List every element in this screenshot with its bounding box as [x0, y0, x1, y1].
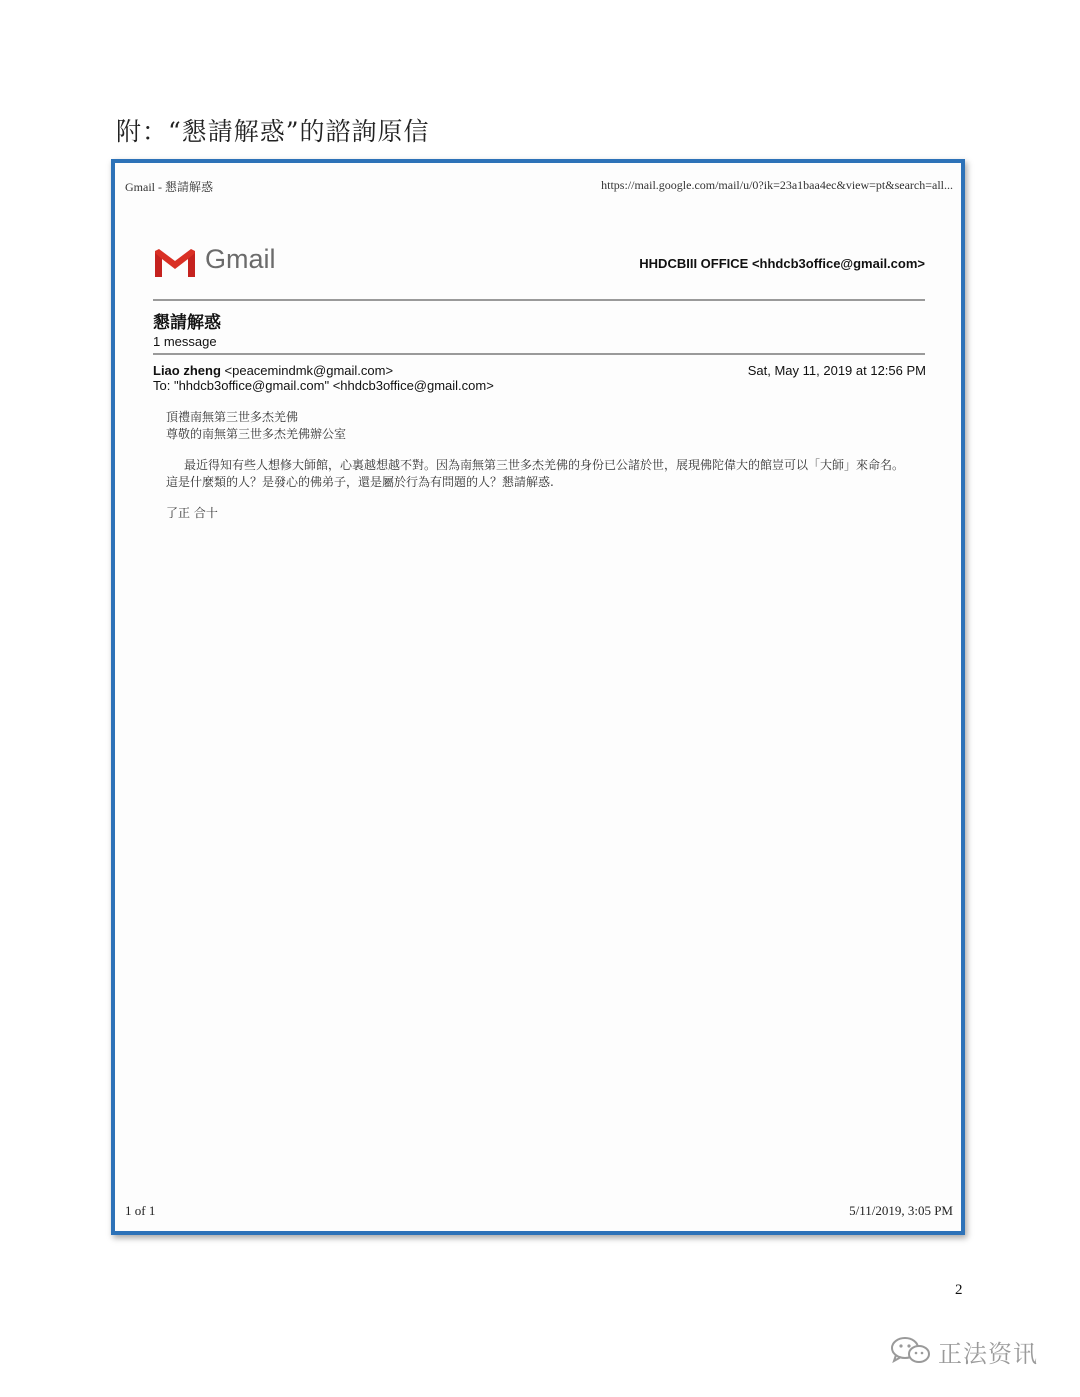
message-date: Sat, May 11, 2019 at 12:56 PM — [747, 363, 926, 378]
greeting-line-2: 尊敬的南無第三世多杰羌佛辦公室 — [166, 427, 347, 441]
message-count: 1 message — [153, 334, 217, 349]
recipient-line: To: "hhdcb3office@gmail.com" <hhdcb3office@gmail.com> — [153, 378, 494, 393]
gmail-wordmark: Gmail — [205, 244, 276, 274]
page-number: 2 — [955, 1282, 963, 1298]
message-paragraph: 最近得知有些人想修大師館，心裏越想越不對。因為南無第三世多杰羌佛的身份已公諸於世，展現佛陀偉大的館豈可以「大師」來命名。這是什麼類的人？是發心的佛弟子，還是屬於行為有問題的人？懇請解惑. — [166, 458, 905, 489]
gmail-header — [153, 243, 925, 283]
watermark-text: 正法资讯 — [938, 1340, 1038, 1368]
print-datetime: 5/11/2019, 3:05 PM — [849, 1203, 953, 1218]
print-header-title: Gmail - 懇請解惑 — [125, 180, 213, 194]
header-divider — [153, 299, 925, 301]
sender-email[interactable]: <peacemindmk@gmail.com> — [224, 363, 394, 378]
email-subject: 懇請解惑 — [153, 313, 221, 333]
gmail-m-icon — [153, 247, 197, 279]
subject-divider — [153, 353, 925, 355]
print-footer — [125, 1203, 953, 1219]
greeting-line-1: 頂禮南無第三世多杰羌佛 — [166, 410, 299, 424]
email-printout-frame — [111, 159, 965, 1235]
wechat-icon — [890, 1335, 932, 1365]
print-header-url[interactable]: https://mail.google.com/mail/u/0?ik=23a1baa4ec&view=pt&search=all... — [601, 178, 953, 192]
page-count: 1 of 1 — [125, 1203, 156, 1218]
sender-name: Liao zheng — [153, 363, 221, 378]
watermark — [890, 1332, 1060, 1368]
sender-line — [153, 363, 393, 378]
account-address: HHDCBIII OFFICE <hhdcb3office@gmail.com> — [639, 256, 925, 271]
page-heading: 附：“懇請解惑”的諮詢原信 — [116, 117, 430, 146]
signature: 了正 合十 — [166, 506, 218, 520]
